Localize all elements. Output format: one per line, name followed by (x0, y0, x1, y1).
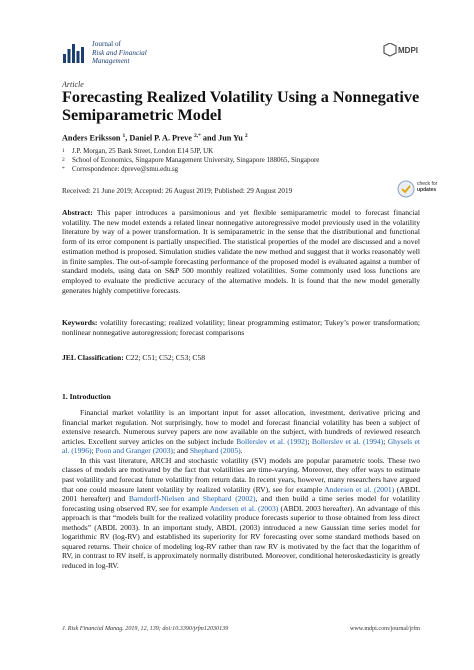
citation-link[interactable]: Barndorff-Nielsen and Shephard (2002) (128, 494, 256, 504)
correspondence (62, 165, 442, 174)
affiliation-number: 2 (62, 157, 65, 163)
publication-dates: Received: 21 June 2019; Accepted: 26 August 2019; Published: 29 August 2019 (62, 187, 293, 195)
paragraph-text: . (240, 446, 243, 456)
article-type: Article (62, 80, 84, 89)
author-affiliation-mark: 1 (122, 133, 126, 139)
correspondence-text: Correspondence: dpreve@smu.edu.sg (72, 165, 179, 173)
check-updates-label (417, 182, 437, 193)
affiliation-text: School of Economics, Singapore Management University, Singapore 188065, Singapore (72, 156, 320, 164)
citation-link[interactable]: Poon and Granger (2003) (95, 446, 173, 456)
abstract-text: This paper introduces a parsimonious and yet flexible semiparametric model to forecast financial volatility. The new model extends a related linear nonnegative autoregressive model previously used in the volatility literature by way of a power transformation. It is semiparametric in the sense that the distributional and functional form of its error component is partially unspecified. The statistical properties of the model are discussed and a novel estimation method is proposed. Simulation studies validate the new method and suggest that it works reasonably well in finite samples. The out-of-sample forecasting performance of the proposed model is evaluated against a number of standard models, using data on S&P 500 monthly realized volatilities. Some commonly used loss functions are employed to evaluate the predictive accuracy of the alternative models. It is found that the new model generally generates highly competitive forecasts. (62, 208, 420, 295)
jel-classification (62, 353, 420, 362)
journal-name (92, 40, 212, 66)
author-affiliation-mark: 2 (244, 133, 248, 139)
journal-name-line3: Management (92, 57, 130, 66)
paragraph (62, 408, 420, 456)
mdpi-logo-icon (381, 43, 421, 63)
abstract-label: Abstract: (62, 208, 93, 217)
paragraph (62, 456, 420, 571)
paper-title: Forecasting Realized Volatility Using a Nonnegative Semiparametric Model (62, 88, 420, 124)
abstract (62, 208, 420, 295)
author-name: Jun Yu (218, 133, 243, 143)
citation-link[interactable]: Bollerslev et al. (1992) (236, 436, 308, 446)
author-list: Anders Eriksson $^1$, Daniel P. A. Preve $^{2,*}$ and Jun Yu $^2$ (62, 133, 248, 143)
paragraph-text: , and then build a time series model for volatility forecasting using observed RV, see for example (62, 494, 420, 513)
jel-codes: C22; C51; C52; C53; C58 (125, 353, 206, 362)
publisher-name: MDPI (398, 46, 418, 55)
keywords (62, 318, 420, 337)
author-affiliation-mark: 2,* (193, 133, 201, 139)
affiliation-text: J.P. Morgan, 25 Bank Street, London E14 5JP, UK (72, 147, 214, 155)
citation-footer: J. Risk Financial Manag. 2019, 12, 139; doi:10.3390/jrfm12030139 (62, 626, 229, 632)
paragraph-text: ; (307, 436, 312, 446)
affiliation (62, 147, 442, 156)
page-footer (62, 626, 420, 632)
citation-link[interactable]: Andersen et al. (2001) (324, 484, 395, 494)
jel-label: JEL Classification: (62, 353, 124, 362)
author-name: Anders Eriksson (62, 133, 121, 143)
paragraph-text: Financial market volatility is an important input for asset allocation, investment, derivative pricing and financial market regulation. Not surprisingly, how to model and forecast financial volatility has been a subject of extensive research. Numerous survey papers are now available on the subject, with hundreds of reviewed research articles. Excellent survey articles on the subject include (62, 408, 420, 446)
journal-url[interactable]: www.mdpi.com/journal/jrfm (349, 626, 420, 632)
paragraph-text: ; (91, 446, 96, 456)
section-heading: 1. Introduction (62, 392, 111, 401)
journal-name-line2: Risk and Financial (92, 48, 147, 57)
paragraph-text: (ABDL 2001 hereafter) and (62, 484, 420, 504)
check-updates-icon (397, 180, 415, 198)
paragraph-text: ; and (172, 446, 190, 456)
affiliation-number: * (62, 166, 65, 172)
citation-link[interactable]: Bollerslev et al. (1994) (311, 436, 384, 446)
paragraph-text: (ABDL 2003 hereafter). An advantage of this approach is that “models built for the realized volatility produce forecasts superior to those obtained from less direct methods” (ABDL 2003). In an important study, ABDL (2003) introduced a new Gaussian time series model for logarithmic RV (log-RV) and established its superiority for RV forecasting over some standard methods based on squared returns. Their choice of modeling log-RV rather than raw RV is motivated by the fact that the logarithm of RV, in contrast to RV itself, is approximately normally distributed. Moreover, conditional heteroskedasticity is greatly reduced in log-RV. (62, 503, 420, 570)
citation-link[interactable]: Andersen et al. (2003) (209, 503, 279, 513)
body-text (62, 408, 420, 571)
affiliation (62, 156, 442, 165)
keywords-text: volatility forecasting; realized volatility; linear programming estimator; Tukey’s power transformation; nonlinear nonnegative autoregression; forecast comparisons (62, 318, 421, 337)
paragraph-text: ; (383, 436, 388, 446)
paragraph-text: In this vast literature, ARCH and stochastic volatility (SV) models are popular parametric tools. These two classes of models are motivated by the fact that volatilities are time-varying. Moreover, they offer ways to estimate past volatility and forecast future volatility from return data. In recent years, however, many researchers have argued that one could measure latent volatility by realized volatility (RV), see for example (62, 455, 420, 494)
journal-logo-icon (62, 40, 86, 64)
check-updates-line2: updates (417, 186, 437, 193)
check-for-updates-button[interactable] (397, 180, 445, 202)
keywords-label: Keywords: (62, 318, 98, 327)
citation-link[interactable]: Ghysels et al. (1996) (62, 436, 420, 456)
journal-name-line1: Journal of (92, 40, 121, 48)
check-updates-line1: check for (417, 181, 438, 187)
author-name: Daniel P. A. Preve (129, 133, 192, 143)
affiliation-number: 1 (62, 148, 65, 154)
citation-link[interactable]: Shephard (2005) (189, 446, 241, 456)
